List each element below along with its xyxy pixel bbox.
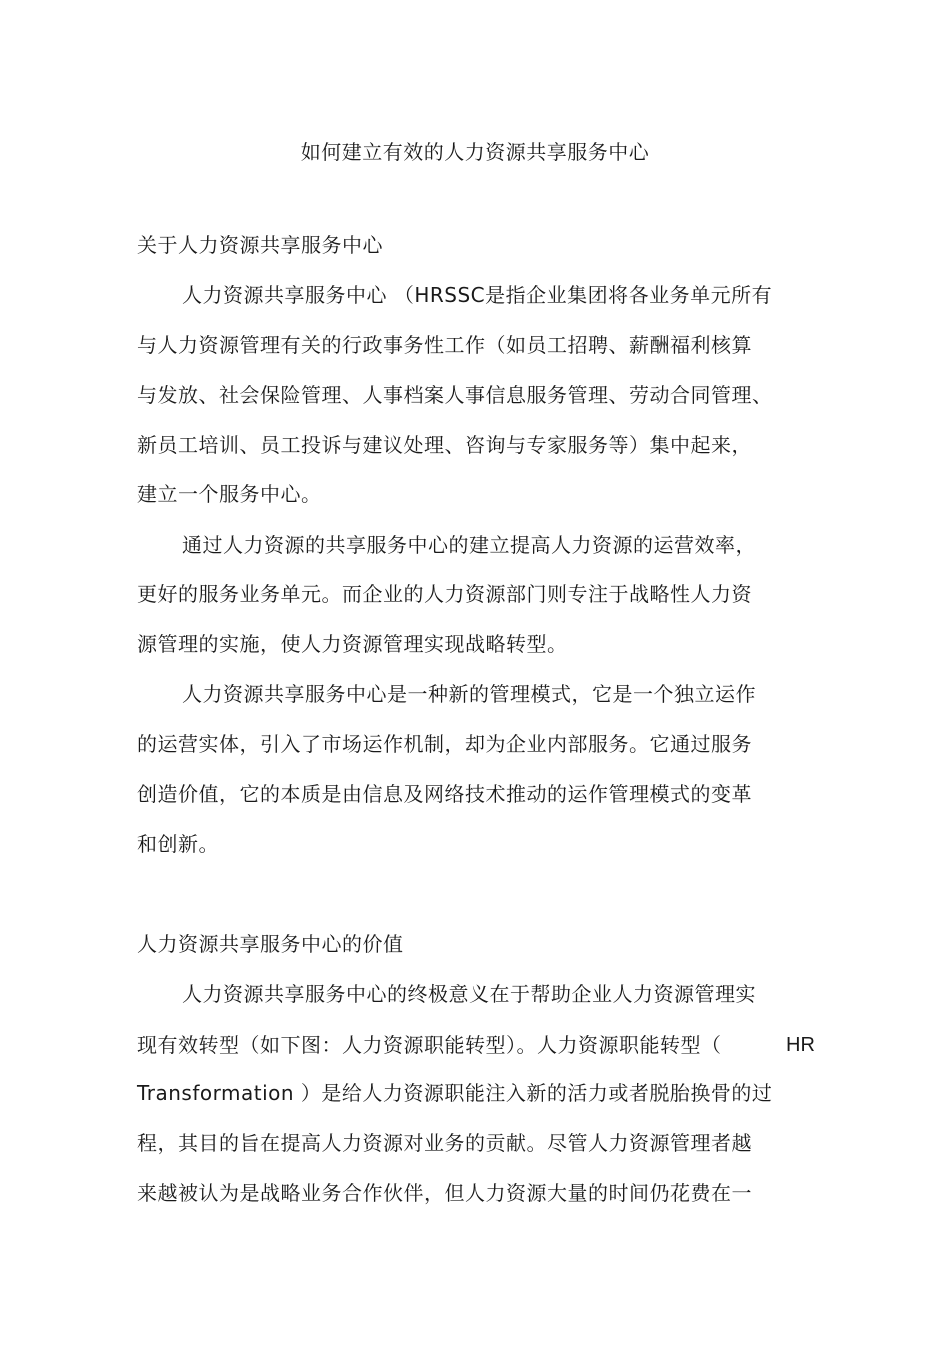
paragraph-line: 源管理的实施，使人力资源管理实现战略转型。 (137, 632, 568, 656)
document-title: 如何建立有效的人力资源共享服务中心 (300, 140, 650, 164)
paragraph-line: 人力资源共享服务中心 （HRSSC是指企业集团将各业务单元所有 (182, 283, 773, 307)
paragraph-line: 人力资源共享服务中心的终极意义在于帮助企业人力资源管理实 (182, 982, 756, 1006)
paragraph-line: 与人力资源管理有关的行政事务性工作（如员工招聘、薪酬福利核算 (137, 333, 752, 357)
paragraph-line: 更好的服务业务单元。而企业的人力资源部门则专注于战略性人力资 (137, 582, 752, 606)
paragraph-line: 程，其目的旨在提高人力资源对业务的贡献。尽管人力资源管理者越 (137, 1131, 752, 1155)
paragraph-line: 人力资源共享服务中心是一种新的管理模式，它是一个独立运作 (182, 682, 756, 706)
paragraph-line: 创造价值，它的本质是由信息及网络技术推动的运作管理模式的变革 (137, 782, 752, 806)
paragraph-line: 来越被认为是战略业务合作伙伴，但人力资源大量的时间仍花费在一 (137, 1181, 752, 1205)
paragraph-line: 新员工培训、员工投诉与建议处理、咨询与专家服务等）集中起来， (137, 433, 752, 457)
section-heading-about: 关于人力资源共享服务中心 (137, 233, 383, 257)
paragraph-line: Transformation ）是给人力资源职能注入新的活力或者脱胎换骨的过 (137, 1081, 773, 1105)
paragraph-line: 与发放、社会保险管理、人事档案人事信息服务管理、劳动合同管理、 (137, 383, 773, 407)
paragraph-line: 和创新。 (137, 832, 219, 856)
paragraph-line: 的运营实体，引入了市场运作机制，却为企业内部服务。它通过服务 (137, 732, 752, 756)
paragraph-line: 现有效转型（如下图：人力资源职能转型）。人力资源职能转型（ (137, 1033, 722, 1057)
section-heading-value: 人力资源共享服务中心的价值 (137, 932, 404, 956)
paragraph-line: 建立一个服务中心。 (137, 482, 322, 506)
paragraph-line: 通过人力资源的共享服务中心的建立提高人力资源的运营效率， (182, 533, 756, 557)
paragraph-fragment-hr: HR (786, 1034, 815, 1056)
